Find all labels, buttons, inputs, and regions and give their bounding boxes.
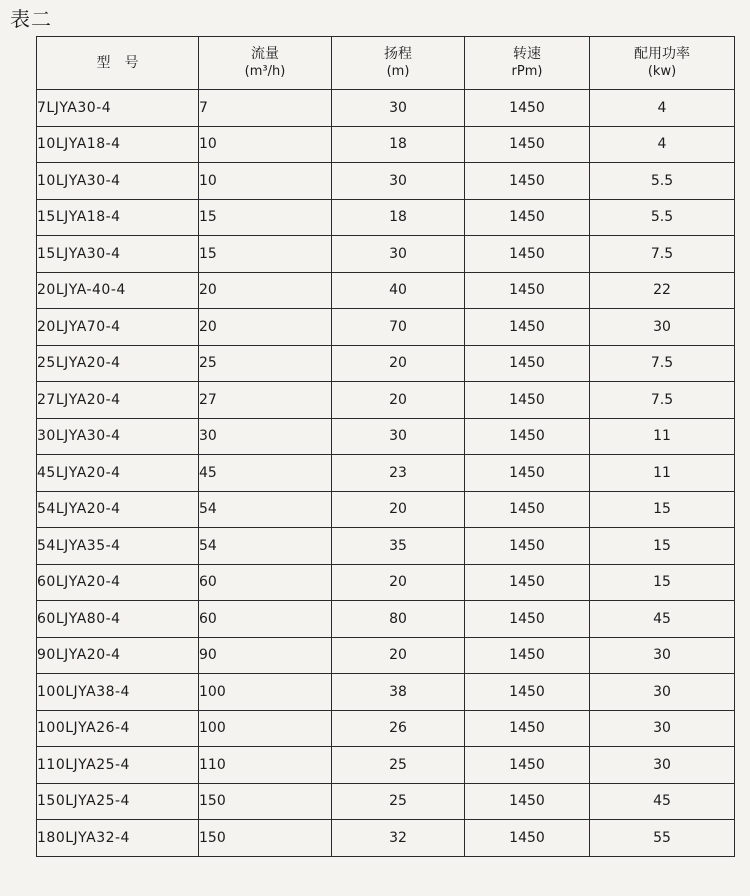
cell-speed: 1450	[465, 783, 590, 820]
cell-model: 60LJYA20-4	[37, 564, 199, 601]
cell-speed: 1450	[465, 90, 590, 127]
cell-head: 20	[332, 564, 465, 601]
cell-power: 7.5	[590, 236, 735, 273]
cell-flow: 45	[199, 455, 332, 492]
table-row	[37, 418, 735, 455]
cell-head: 20	[332, 345, 465, 382]
cell-power: 4	[590, 90, 735, 127]
table-row	[37, 90, 735, 127]
cell-model: 54LJYA35-4	[37, 528, 199, 565]
cell-power: 30	[590, 674, 735, 711]
cell-speed: 1450	[465, 820, 590, 857]
cell-speed: 1450	[465, 747, 590, 784]
table-row	[37, 382, 735, 419]
cell-flow: 20	[199, 272, 332, 309]
cell-head: 40	[332, 272, 465, 309]
table-body	[37, 90, 735, 857]
cell-speed: 1450	[465, 236, 590, 273]
cell-speed: 1450	[465, 564, 590, 601]
cell-speed: 1450	[465, 309, 590, 346]
cell-power: 45	[590, 783, 735, 820]
cell-head: 32	[332, 820, 465, 857]
cell-speed: 1450	[465, 455, 590, 492]
cell-head: 80	[332, 601, 465, 638]
header-power-unit: (kw)	[647, 64, 677, 79]
cell-model: 100LJYA38-4	[37, 674, 199, 711]
cell-flow: 110	[199, 747, 332, 784]
cell-speed: 1450	[465, 163, 590, 200]
cell-head: 18	[332, 126, 465, 163]
cell-head: 30	[332, 418, 465, 455]
cell-flow: 20	[199, 309, 332, 346]
cell-model: 15LJYA30-4	[37, 236, 199, 273]
cell-head: 70	[332, 309, 465, 346]
cell-model: 10LJYA30-4	[37, 163, 199, 200]
cell-flow: 54	[199, 491, 332, 528]
cell-model: 54LJYA20-4	[37, 491, 199, 528]
table-row	[37, 820, 735, 857]
cell-power: 15	[590, 528, 735, 565]
table-header-row	[37, 37, 735, 90]
cell-flow: 10	[199, 126, 332, 163]
cell-speed: 1450	[465, 674, 590, 711]
header-speed-unit: rPm)	[511, 64, 543, 79]
cell-power: 4	[590, 126, 735, 163]
cell-speed: 1450	[465, 637, 590, 674]
cell-speed: 1450	[465, 126, 590, 163]
table-row	[37, 637, 735, 674]
cell-speed: 1450	[465, 272, 590, 309]
cell-flow: 150	[199, 783, 332, 820]
cell-flow: 60	[199, 564, 332, 601]
cell-head: 23	[332, 455, 465, 492]
cell-power: 15	[590, 491, 735, 528]
cell-head: 25	[332, 747, 465, 784]
cell-model: 20LJYA70-4	[37, 309, 199, 346]
table-row	[37, 345, 735, 382]
cell-flow: 25	[199, 345, 332, 382]
cell-model: 150LJYA25-4	[37, 783, 199, 820]
cell-model: 90LJYA20-4	[37, 637, 199, 674]
cell-flow: 90	[199, 637, 332, 674]
cell-power: 22	[590, 272, 735, 309]
cell-power: 30	[590, 747, 735, 784]
cell-power: 30	[590, 309, 735, 346]
header-model-title: 型 号	[96, 55, 139, 71]
cell-flow: 30	[199, 418, 332, 455]
cell-head: 35	[332, 528, 465, 565]
header-head	[332, 37, 465, 90]
cell-speed: 1450	[465, 710, 590, 747]
table-row	[37, 528, 735, 565]
cell-flow: 150	[199, 820, 332, 857]
cell-flow: 10	[199, 163, 332, 200]
cell-model: 60LJYA80-4	[37, 601, 199, 638]
cell-model: 20LJYA-40-4	[37, 272, 199, 309]
table-row	[37, 747, 735, 784]
cell-head: 20	[332, 491, 465, 528]
cell-head: 30	[332, 236, 465, 273]
cell-model: 27LJYA20-4	[37, 382, 199, 419]
cell-speed: 1450	[465, 601, 590, 638]
header-power-title: 配用功率	[634, 46, 690, 62]
cell-head: 25	[332, 783, 465, 820]
cell-model: 110LJYA25-4	[37, 747, 199, 784]
cell-model: 100LJYA26-4	[37, 710, 199, 747]
cell-speed: 1450	[465, 491, 590, 528]
table-row	[37, 309, 735, 346]
header-head-title: 扬程	[384, 46, 412, 62]
cell-model: 180LJYA32-4	[37, 820, 199, 857]
table-row	[37, 126, 735, 163]
cell-head: 18	[332, 199, 465, 236]
cell-power: 30	[590, 637, 735, 674]
table-caption: 表二	[10, 7, 52, 31]
table-row	[37, 491, 735, 528]
cell-speed: 1450	[465, 382, 590, 419]
cell-flow: 7	[199, 90, 332, 127]
cell-flow: 27	[199, 382, 332, 419]
header-head-unit: (m)	[386, 64, 410, 79]
table-row	[37, 710, 735, 747]
cell-power: 45	[590, 601, 735, 638]
cell-model: 45LJYA20-4	[37, 455, 199, 492]
header-power	[590, 37, 735, 90]
cell-model: 30LJYA30-4	[37, 418, 199, 455]
cell-model: 7LJYA30-4	[37, 90, 199, 127]
cell-flow: 60	[199, 601, 332, 638]
table-row	[37, 674, 735, 711]
header-speed	[465, 37, 590, 90]
table-row	[37, 163, 735, 200]
cell-power: 5.5	[590, 163, 735, 200]
cell-speed: 1450	[465, 418, 590, 455]
cell-flow: 15	[199, 236, 332, 273]
cell-power: 7.5	[590, 345, 735, 382]
cell-power: 15	[590, 564, 735, 601]
cell-flow: 54	[199, 528, 332, 565]
cell-head: 26	[332, 710, 465, 747]
header-speed-title: 转速	[513, 46, 541, 62]
table-row	[37, 455, 735, 492]
cell-power: 11	[590, 455, 735, 492]
cell-power: 30	[590, 710, 735, 747]
cell-flow: 100	[199, 710, 332, 747]
cell-head: 30	[332, 90, 465, 127]
table-row	[37, 601, 735, 638]
cell-speed: 1450	[465, 199, 590, 236]
table-row	[37, 236, 735, 273]
table-row	[37, 783, 735, 820]
table-row	[37, 199, 735, 236]
cell-flow: 15	[199, 199, 332, 236]
header-flow-unit: (m³/h)	[244, 64, 286, 79]
cell-model: 10LJYA18-4	[37, 126, 199, 163]
cell-head: 20	[332, 382, 465, 419]
cell-head: 20	[332, 637, 465, 674]
cell-speed: 1450	[465, 528, 590, 565]
cell-head: 38	[332, 674, 465, 711]
header-flow	[199, 37, 332, 90]
cell-power: 55	[590, 820, 735, 857]
cell-power: 7.5	[590, 382, 735, 419]
cell-flow: 100	[199, 674, 332, 711]
cell-power: 5.5	[590, 199, 735, 236]
cell-power: 11	[590, 418, 735, 455]
cell-model: 25LJYA20-4	[37, 345, 199, 382]
pump-spec-table	[36, 36, 735, 857]
header-model	[37, 37, 199, 90]
cell-speed: 1450	[465, 345, 590, 382]
table-row	[37, 272, 735, 309]
cell-head: 30	[332, 163, 465, 200]
table-row	[37, 564, 735, 601]
cell-model: 15LJYA18-4	[37, 199, 199, 236]
header-flow-title: 流量	[251, 46, 279, 62]
